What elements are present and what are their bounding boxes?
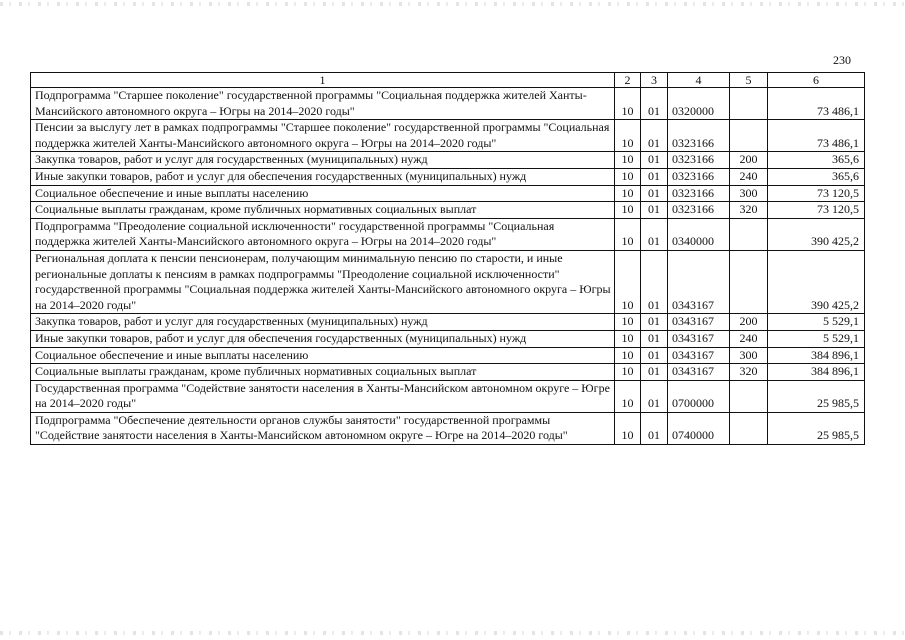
row-section: 10 [615, 120, 641, 152]
row-amount: 390 425,2 [768, 218, 865, 250]
row-vr-code [730, 218, 768, 250]
table-row [31, 412, 865, 444]
row-section: 10 [615, 218, 641, 250]
column-header-6: 6 [768, 73, 865, 88]
row-csr-code: 0320000 [668, 88, 730, 120]
row-amount: 5 529,1 [768, 314, 865, 331]
row-subsection: 01 [641, 120, 668, 152]
row-subsection: 01 [641, 330, 668, 347]
row-vr-code: 240 [730, 168, 768, 185]
row-section: 10 [615, 330, 641, 347]
row-name: Государственная программа "Содействие занятости населения в Ханты-Мансийском автономном округе – Югре на 2014–2020 годы" [31, 380, 615, 412]
row-subsection: 01 [641, 412, 668, 444]
table-body [31, 88, 865, 445]
row-amount: 25 985,5 [768, 412, 865, 444]
row-amount: 365,6 [768, 168, 865, 185]
row-name: Социальные выплаты гражданам, кроме публичных нормативных социальных выплат [31, 364, 615, 381]
column-header-2: 2 [615, 73, 641, 88]
scan-edge-top [0, 2, 905, 6]
column-header-3: 3 [641, 73, 668, 88]
row-name: Пенсии за выслугу лет в рамках подпрограммы "Старшее поколение" государственной программы "Социальная поддержка жителей Ханты-Мансийского автономного округа – Югры на 2014–2020 годы" [31, 120, 615, 152]
row-name: Иные закупки товаров, работ и услуг для обеспечения государственных (муниципальных) нужд [31, 330, 615, 347]
row-amount: 384 896,1 [768, 364, 865, 381]
row-subsection: 01 [641, 250, 668, 313]
row-name: Подпрограмма "Преодоление социальной исключенности" государственной программы "Социальная поддержка жителей Ханты-Мансийского автономного округа – Югры на 2014–2020 годы" [31, 218, 615, 250]
row-name: Подпрограмма "Обеспечение деятельности органов службы занятости" государственной программы "Содействие занятости населения в Ханты-Мансийском автономном округе – Югре на 2014–2020 годы" [31, 412, 615, 444]
table-row [31, 250, 865, 313]
column-header-4: 4 [668, 73, 730, 88]
row-subsection: 01 [641, 88, 668, 120]
row-vr-code: 240 [730, 330, 768, 347]
row-subsection: 01 [641, 185, 668, 202]
row-name: Закупка товаров, работ и услуг для государственных (муниципальных) нужд [31, 152, 615, 169]
row-csr-code: 0323166 [668, 152, 730, 169]
row-vr-code [730, 120, 768, 152]
row-amount: 384 896,1 [768, 347, 865, 364]
row-name: Социальное обеспечение и иные выплаты населению [31, 185, 615, 202]
budget-table [30, 72, 865, 445]
column-header-row [31, 73, 865, 88]
row-csr-code: 0340000 [668, 218, 730, 250]
row-section: 10 [615, 250, 641, 313]
row-section: 10 [615, 380, 641, 412]
row-subsection: 01 [641, 364, 668, 381]
table-row [31, 347, 865, 364]
column-header-1: 1 [31, 73, 615, 88]
table-row [31, 330, 865, 347]
row-vr-code: 300 [730, 185, 768, 202]
row-csr-code: 0323166 [668, 120, 730, 152]
row-subsection: 01 [641, 218, 668, 250]
row-amount: 25 985,5 [768, 380, 865, 412]
row-section: 10 [615, 168, 641, 185]
row-csr-code: 0700000 [668, 380, 730, 412]
row-section: 10 [615, 347, 641, 364]
table-row [31, 88, 865, 120]
row-vr-code [730, 412, 768, 444]
row-vr-code: 200 [730, 152, 768, 169]
row-name: Подпрограмма "Старшее поколение" государственной программы "Социальная поддержка жителей Ханты-Мансийского автономного округа – Югры на 2014–2020 годы" [31, 88, 615, 120]
row-amount: 73 486,1 [768, 88, 865, 120]
row-amount: 365,6 [768, 152, 865, 169]
row-csr-code: 0343167 [668, 330, 730, 347]
table-row [31, 218, 865, 250]
table-row [31, 168, 865, 185]
table-row [31, 185, 865, 202]
row-vr-code: 320 [730, 202, 768, 219]
row-vr-code: 320 [730, 364, 768, 381]
row-section: 10 [615, 412, 641, 444]
row-csr-code: 0343167 [668, 314, 730, 331]
row-name: Социальные выплаты гражданам, кроме публичных нормативных социальных выплат [31, 202, 615, 219]
row-section: 10 [615, 185, 641, 202]
table-row [31, 152, 865, 169]
row-subsection: 01 [641, 152, 668, 169]
column-header-5: 5 [730, 73, 768, 88]
row-amount: 73 120,5 [768, 202, 865, 219]
row-vr-code [730, 88, 768, 120]
row-subsection: 01 [641, 168, 668, 185]
row-subsection: 01 [641, 347, 668, 364]
table-row [31, 364, 865, 381]
row-name: Региональная доплата к пенсии пенсионерам, получающим минимальную пенсию по старости, и иные региональные доплаты к пенсиям в рамках подпрограммы "Преодоление социальной исключенности" государственной программы "Социальная поддержка жителей Ханты-Мансийского автономного округа – Югры на 2014–2020 годы" [31, 250, 615, 313]
row-section: 10 [615, 314, 641, 331]
row-csr-code: 0343167 [668, 347, 730, 364]
row-vr-code [730, 250, 768, 313]
row-section: 10 [615, 202, 641, 219]
row-section: 10 [615, 364, 641, 381]
row-amount: 73 486,1 [768, 120, 865, 152]
table-row [31, 120, 865, 152]
row-vr-code [730, 380, 768, 412]
table-row [31, 314, 865, 331]
row-subsection: 01 [641, 202, 668, 219]
table-row [31, 202, 865, 219]
row-section: 10 [615, 152, 641, 169]
row-section: 10 [615, 88, 641, 120]
table-row [31, 380, 865, 412]
row-subsection: 01 [641, 314, 668, 331]
row-name: Иные закупки товаров, работ и услуг для обеспечения государственных (муниципальных) нужд [31, 168, 615, 185]
scan-edge-bottom [0, 631, 905, 635]
row-name: Социальное обеспечение и иные выплаты населению [31, 347, 615, 364]
row-vr-code: 200 [730, 314, 768, 331]
row-csr-code: 0323166 [668, 168, 730, 185]
row-csr-code: 0323166 [668, 202, 730, 219]
row-amount: 73 120,5 [768, 185, 865, 202]
row-amount: 5 529,1 [768, 330, 865, 347]
page-number: 230 [833, 53, 851, 67]
row-csr-code: 0323166 [668, 185, 730, 202]
row-subsection: 01 [641, 380, 668, 412]
row-csr-code: 0343167 [668, 250, 730, 313]
row-amount: 390 425,2 [768, 250, 865, 313]
row-csr-code: 0740000 [668, 412, 730, 444]
row-csr-code: 0343167 [668, 364, 730, 381]
row-vr-code: 300 [730, 347, 768, 364]
row-name: Закупка товаров, работ и услуг для государственных (муниципальных) нужд [31, 314, 615, 331]
